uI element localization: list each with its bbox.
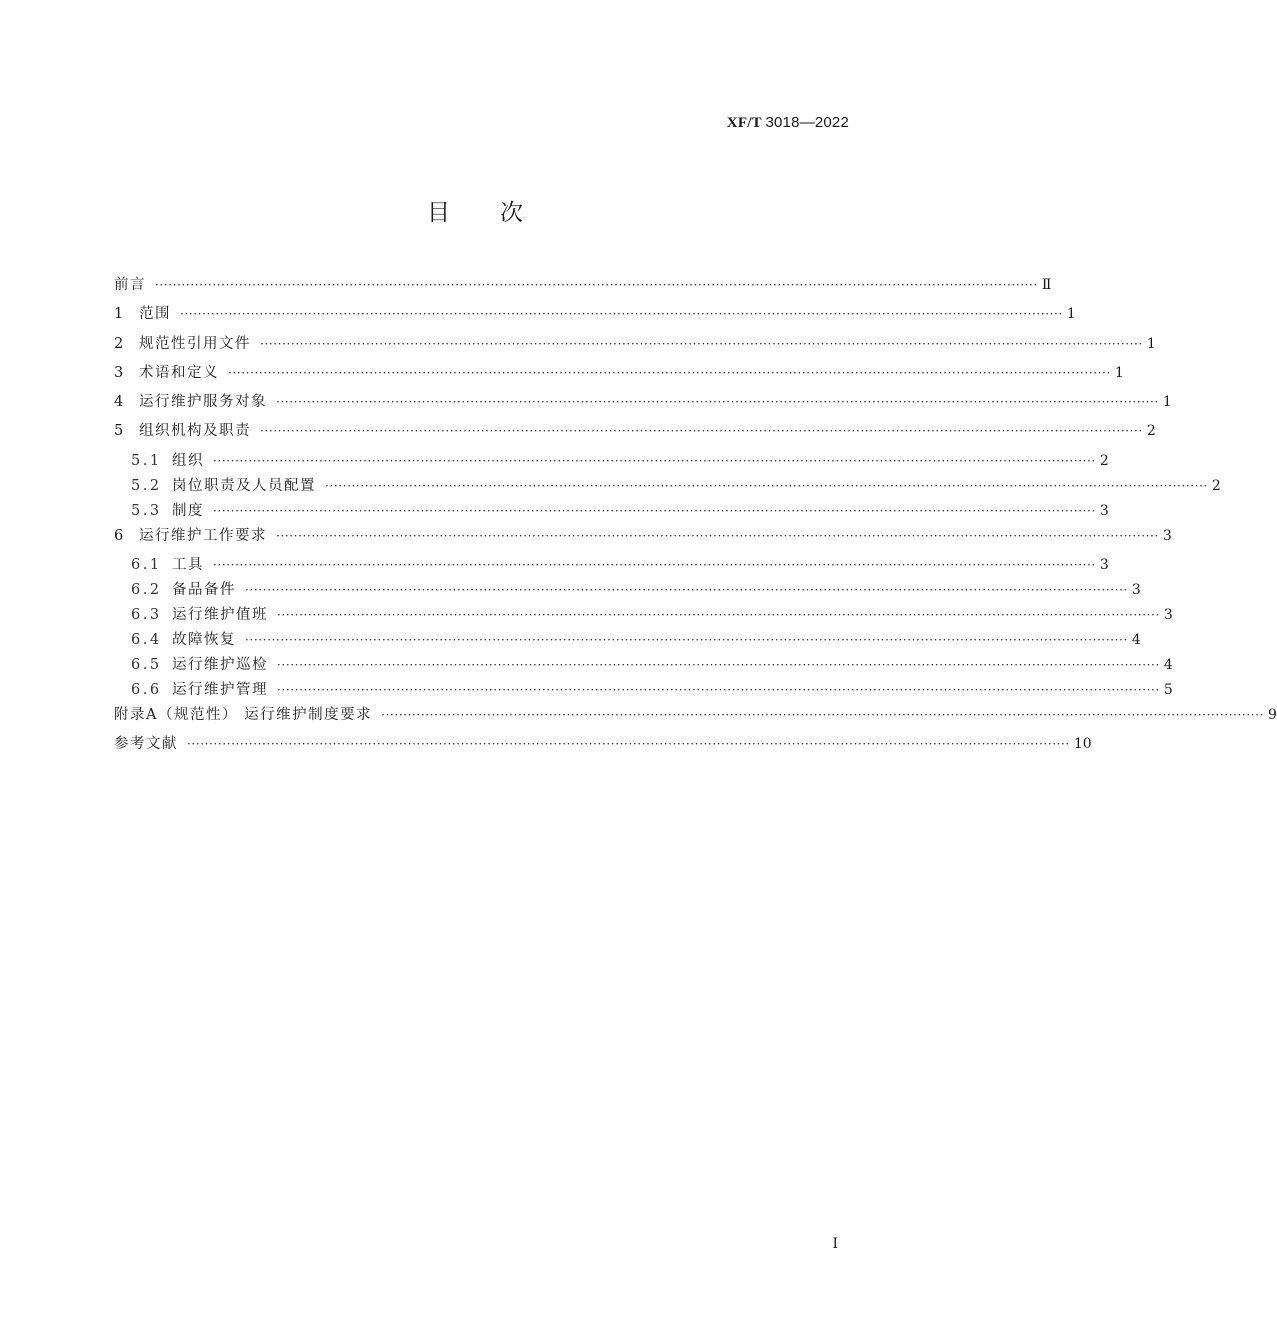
toc-entry-heading (114, 273, 146, 294)
toc-entry-number: 5.1 (131, 452, 162, 469)
toc-entry[interactable] (114, 361, 1124, 390)
toc-entry-heading (114, 419, 251, 440)
standard-code-prefix: XF/T (726, 115, 762, 131)
toc-entry[interactable] (114, 419, 1156, 448)
toc-dot-leader: ········································································································································································································ (260, 424, 1143, 439)
toc-entry-page: 3 (1131, 582, 1141, 599)
toc-entry-page: 1 (1146, 335, 1156, 352)
page-number: Ⅰ (832, 1236, 838, 1252)
toc-entry-number: 5 (114, 423, 124, 440)
toc-entry-label: 运行维护管理 (172, 682, 268, 699)
toc-entry-number: 6.6 (131, 682, 162, 699)
toc-entry-number: 5.2 (131, 477, 162, 494)
toc-dot-leader: ········································································································································································································ (277, 683, 1160, 698)
toc-entry-heading (114, 302, 171, 323)
toc-entry[interactable] (114, 653, 1173, 678)
toc-entry-heading (114, 390, 267, 411)
toc-entry[interactable] (114, 553, 1109, 578)
toc-entry-number: 6.4 (131, 632, 162, 649)
toc-entry-number: 4 (114, 394, 124, 411)
toc-entry[interactable] (114, 603, 1173, 628)
toc-entry-heading (114, 361, 219, 382)
toc-entry-label: 术语和定义 (139, 364, 219, 381)
toc-entry-label: 备品备件 (172, 582, 236, 599)
table-of-contents (114, 273, 1277, 762)
toc-entry-page: 3 (1162, 527, 1172, 544)
toc-entry-number: 6.2 (131, 582, 162, 599)
toc-entry-page: Ⅱ (1041, 277, 1052, 293)
toc-entry[interactable] (114, 332, 1156, 361)
toc-entry-heading (131, 449, 204, 470)
toc-dot-leader: ········································································································································································································ (245, 633, 1128, 648)
toc-entry[interactable] (114, 732, 1092, 761)
toc-entry[interactable] (114, 302, 1076, 331)
toc-dot-leader: ········································································································································································································ (187, 737, 1070, 752)
toc-entry-number: 6.5 (131, 657, 162, 674)
toc-dot-leader: ········································································································································································································ (381, 708, 1264, 723)
toc-entry-label: 制度 (172, 502, 204, 519)
toc-dot-leader: ········································································································································································································ (213, 503, 1096, 518)
toc-entry-number: 6.1 (131, 557, 162, 574)
toc-entry-heading (131, 678, 268, 699)
toc-entry-heading (131, 499, 204, 520)
page-title: 目次 (427, 200, 573, 226)
toc-dot-leader: ········································································································································································································ (277, 658, 1160, 673)
toc-entry-page: 4 (1163, 657, 1173, 674)
toc-entry-number: 2 (114, 335, 124, 352)
toc-entry[interactable] (114, 703, 1277, 732)
toc-dot-leader: ········································································································································································································ (276, 395, 1159, 410)
toc-entry-page: 2 (1146, 423, 1156, 440)
toc-entry-heading (114, 524, 267, 545)
toc-entry-label: 岗位职责及人员配置 (172, 477, 316, 494)
toc-dot-leader: ········································································································································································································ (276, 528, 1159, 543)
toc-entry-page: 5 (1163, 682, 1173, 699)
toc-entry-heading (131, 474, 316, 495)
toc-entry-label: 规范性引用文件 (139, 335, 251, 352)
toc-entry-label: 组织 (172, 452, 204, 469)
toc-entry[interactable] (114, 499, 1109, 524)
toc-entry-heading (114, 332, 251, 353)
toc-entry-label: 运行维护服务对象 (139, 394, 267, 411)
toc-dot-leader: ········································································································································································································ (325, 478, 1208, 493)
toc-entry-heading (131, 628, 236, 649)
toc-entry-page: 10 (1073, 736, 1092, 753)
toc-dot-leader: ········································································································································································································ (277, 608, 1160, 623)
toc-entry-page: 2 (1099, 452, 1109, 469)
toc-dot-leader: ········································································································································································································ (260, 336, 1143, 351)
toc-entry-page: 3 (1099, 557, 1109, 574)
toc-entry-number: 6 (114, 527, 124, 544)
toc-entry[interactable] (114, 273, 1052, 302)
toc-entry-heading (131, 603, 268, 624)
toc-entry[interactable] (114, 524, 1172, 553)
toc-entry-heading (114, 703, 372, 724)
toc-entry-number: 5.3 (131, 502, 162, 519)
toc-entry-number: 3 (114, 364, 124, 381)
toc-entry-page: 2 (1211, 477, 1221, 494)
toc-entry[interactable] (114, 474, 1221, 499)
toc-entry-page: 1 (1114, 364, 1124, 381)
toc-dot-leader: ········································································································································································································ (245, 583, 1128, 598)
toc-entry-label: 运行维护值班 (172, 607, 268, 624)
toc-entry-page: 4 (1131, 632, 1141, 649)
standard-code (727, 114, 849, 132)
toc-dot-leader: ········································································································································································································ (213, 453, 1096, 468)
toc-entry-label: 故障恢复 (172, 632, 236, 649)
toc-entry-page: 3 (1163, 607, 1173, 624)
toc-entry-heading (131, 553, 204, 574)
toc-entry-label: 运行维护工作要求 (139, 527, 267, 544)
toc-entry[interactable] (114, 628, 1141, 653)
toc-entry[interactable] (114, 390, 1172, 419)
toc-dot-leader: ········································································································································································································ (180, 307, 1063, 322)
toc-entry-label: 运行维护巡检 (172, 657, 268, 674)
toc-entry-heading (114, 732, 178, 753)
toc-dot-leader: ········································································································································································································ (213, 558, 1096, 573)
standard-code-number: 3018—2022 (765, 114, 849, 131)
toc-entry[interactable] (114, 449, 1109, 474)
toc-dot-leader: ········································································································································································································ (228, 365, 1111, 380)
toc-entry-number: 1 (114, 306, 124, 323)
toc-entry-page: 1 (1162, 394, 1172, 411)
toc-dot-leader: ········································································································································································································ (155, 278, 1038, 292)
toc-entry-label: 前言 (114, 277, 146, 293)
toc-entry-label: 组织机构及职责 (139, 423, 251, 440)
toc-entry-heading (131, 578, 236, 599)
toc-entry-heading (131, 653, 268, 674)
toc-entry-label: 工具 (172, 557, 204, 574)
toc-entry[interactable] (114, 578, 1141, 603)
toc-entry-page: 1 (1066, 306, 1076, 323)
toc-entry-label: 范围 (139, 306, 171, 323)
toc-entry-page: 3 (1099, 502, 1109, 519)
toc-entry-label: 参考文献 (114, 736, 178, 753)
toc-entry-number: 6.3 (131, 607, 162, 624)
toc-entry-label: 附录A（规范性） 运行维护制度要求 (114, 707, 373, 724)
toc-entry-page: 9 (1267, 707, 1277, 724)
toc-entry[interactable] (114, 678, 1173, 703)
